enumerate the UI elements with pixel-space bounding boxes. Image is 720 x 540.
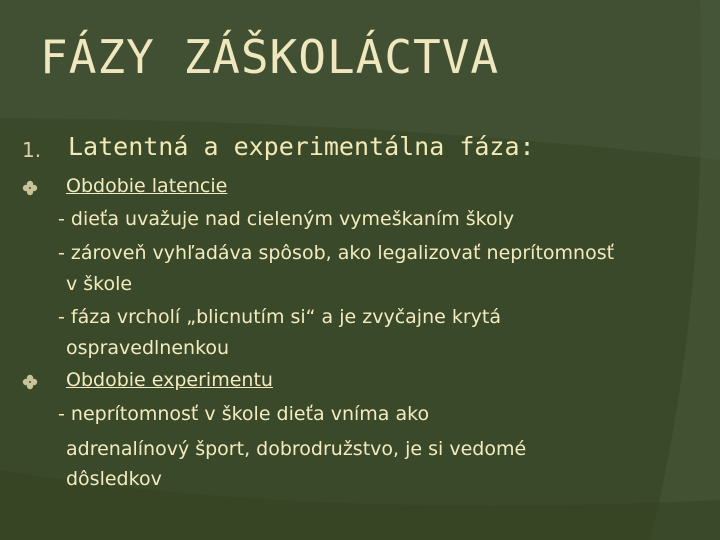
text-line: - zároveň vyhľadáva spôsob, ako legalizovať neprítomnosť: [58, 242, 615, 264]
text-line: v škole: [66, 273, 133, 295]
section-label-latencia: Obdobie latencie: [66, 175, 228, 197]
text-line: dôsledkov: [66, 468, 162, 490]
diamond-bullet-icon: [22, 374, 38, 390]
text-line: ospravedlnenkou: [66, 337, 230, 359]
heading-text: Latentná a experimentálna fáza:: [68, 132, 535, 161]
text-line: adrenalínový šport, dobrodružstvo, je si vedomé: [66, 438, 527, 460]
text-line: - dieťa uvažuje nad cieleným vymeškaním školy: [58, 208, 515, 230]
diamond-bullet-icon: [22, 180, 38, 196]
heading-number: 1.: [22, 138, 42, 162]
section-label-experiment: Obdobie experimentu: [66, 369, 273, 391]
text-line: - neprítomnosť v škole dieťa vníma ako: [58, 403, 430, 425]
slide-title: FÁZY ZÁŠKOLÁCTVA: [40, 30, 500, 84]
text-line: - fáza vrcholí „blicnutím si“ a je zvyčajne krytá: [58, 306, 502, 328]
